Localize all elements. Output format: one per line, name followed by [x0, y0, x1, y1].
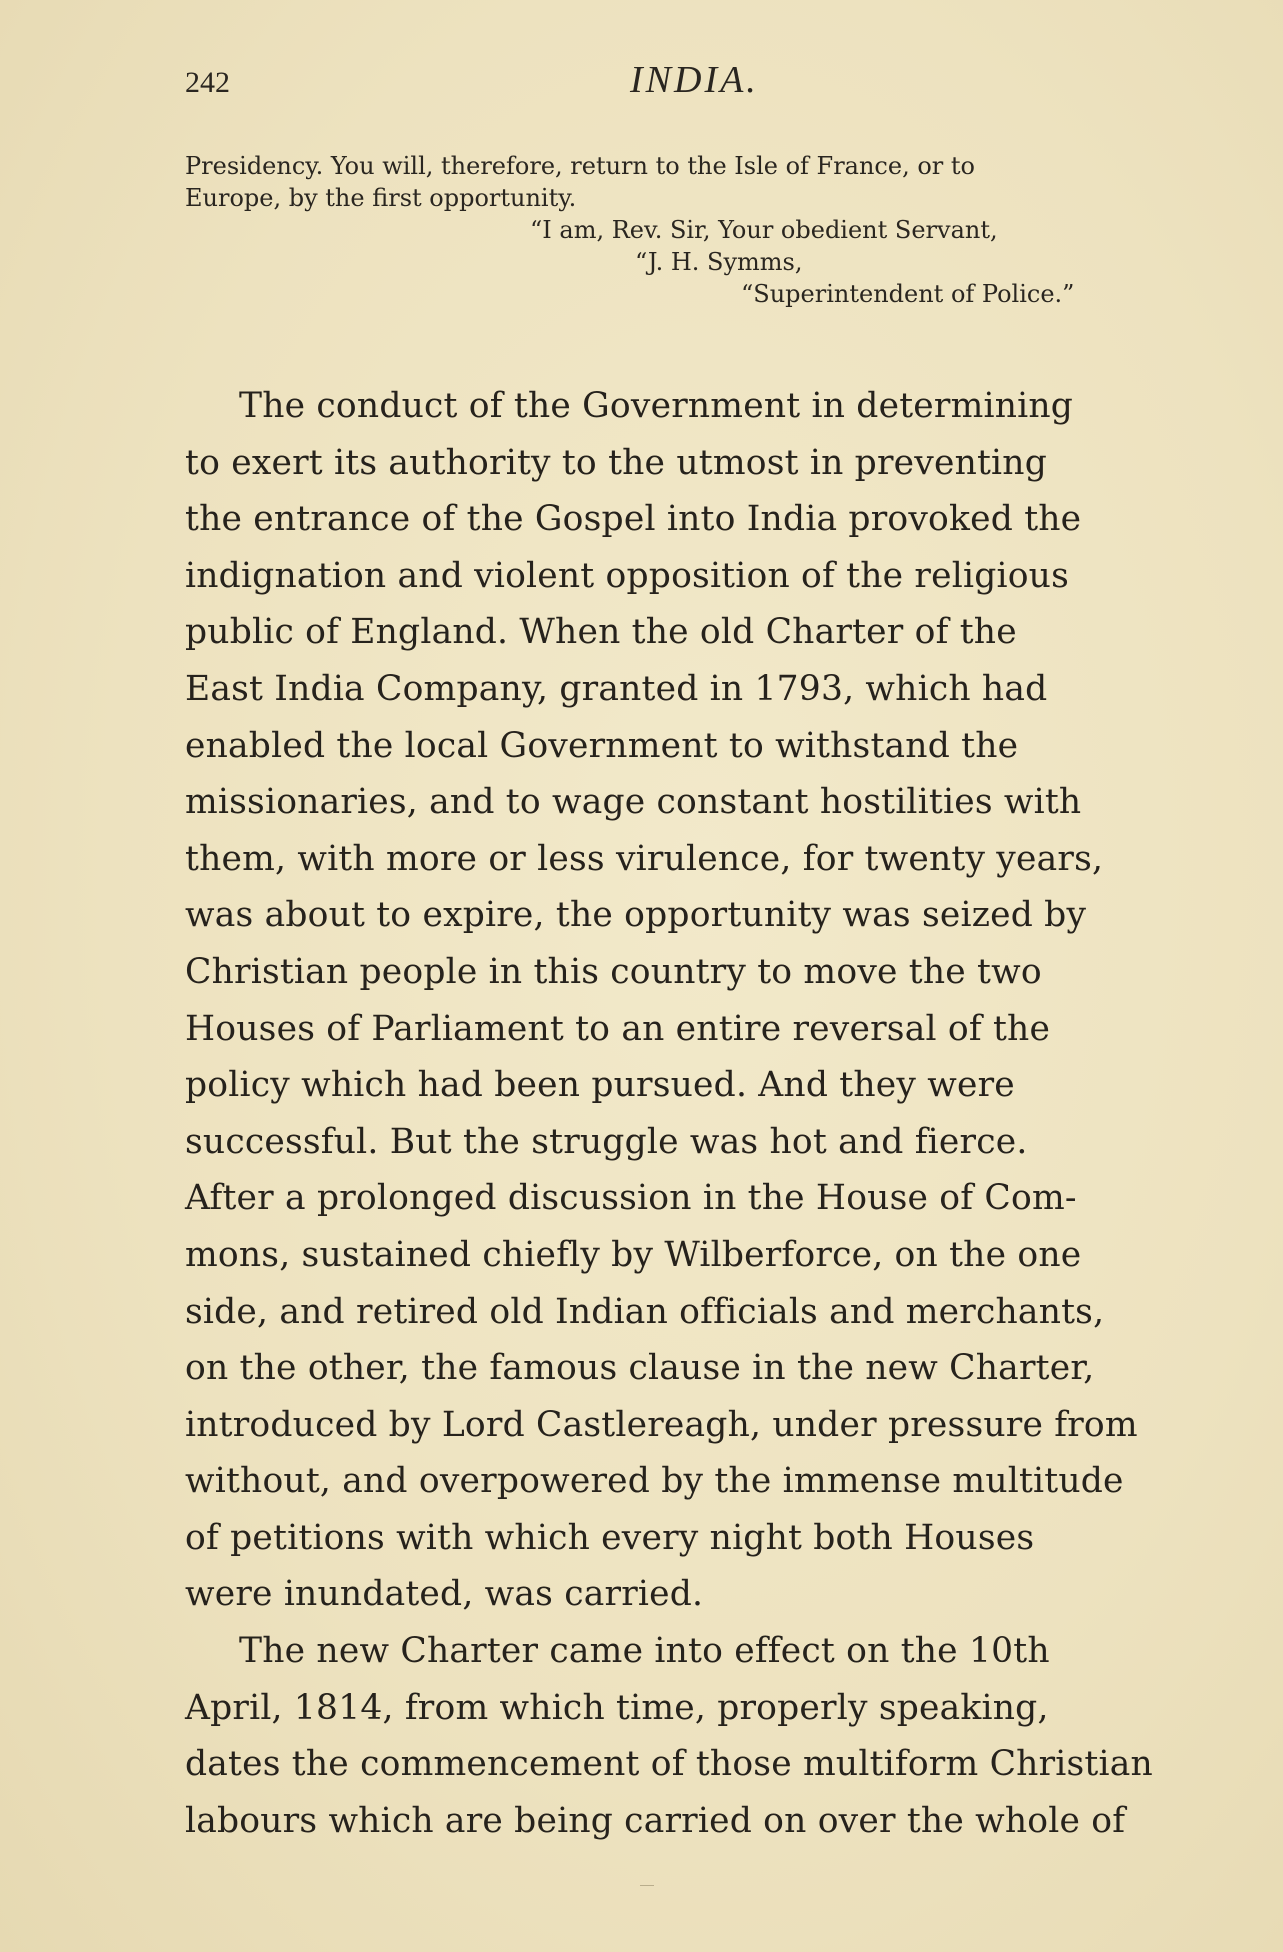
paragraph-2-line: April, 1814, from which time, properly speaking,: [185, 1687, 1049, 1728]
running-head: INDIA.: [630, 59, 759, 101]
paragraph-1-line: was about to expire, the opportunity was seized by: [185, 895, 1087, 936]
paragraph-1-line: The conduct of the Government in determining: [239, 386, 1074, 426]
paragraph-1-line: of petitions with which every night both Houses: [185, 1517, 1035, 1558]
paragraph-1-line: missionaries, and to wage constant hostilities with: [185, 782, 1082, 823]
paragraph-1-line: policy which had been pursued. And they were: [185, 1065, 1015, 1106]
page-header: [185, 58, 1075, 108]
paragraph-1-line: East India Company, granted in 1793, which had: [185, 668, 1048, 709]
letter-line: Presidency. You will, therefore, return to the Isle of France, or to: [185, 152, 975, 180]
letter-salutation: “I am, Rev. Sir, Your obedient Servant,: [530, 216, 998, 244]
paragraph-1-line: the entrance of the Gospel into India provoked the: [185, 499, 1082, 540]
paragraph-1-line: indignation and violent opposition of the religious: [185, 555, 1070, 596]
paragraph-1-line: were inundated, was carried.: [185, 1574, 704, 1615]
paragraph-1-line: enabled the local Government to withstand the: [185, 725, 1019, 766]
paragraph-1-line: After a prolonged discussion in the House of Com-: [185, 1178, 1077, 1219]
paragraph-1-line: public of England. When the old Charter of the: [185, 612, 1017, 653]
paragraph-1-line: side, and retired old Indian officials and merchants,: [185, 1291, 1105, 1332]
paragraph-2-line: labours which are being carried on over the whole of: [185, 1800, 1126, 1841]
paragraph-1-line: successful. But the struggle was hot and fierce.: [185, 1121, 1028, 1162]
paragraph-2-line: dates the commencement of those multiform Christian: [185, 1744, 1153, 1785]
paragraph-1-line: to exert its authority to the utmost in preventing: [185, 442, 1047, 483]
quoted-letter-closing: [185, 150, 1195, 310]
letter-signature: “J. H. Symms,: [635, 248, 803, 276]
paragraph-1-line: on the other, the famous clause in the new Charter,: [185, 1348, 1095, 1389]
paragraph-1-line: introduced by Lord Castlereagh, under pressure from: [185, 1404, 1138, 1445]
body-text: [185, 378, 1185, 1849]
letter-signature-title: “Superintendent of Police.”: [741, 280, 1075, 308]
paragraph-1-line: Christian people in this country to move the two: [185, 951, 1042, 992]
paragraph-1-line: mons, sustained chiefly by Wilberforce, on the one: [185, 1234, 1082, 1275]
page-number: 242: [185, 66, 230, 99]
paragraph-1-line: them, with more or less virulence, for twenty years,: [185, 838, 1104, 879]
letter-line: Europe, by the first opportunity.: [185, 184, 577, 212]
paragraph-1-line: without, and overpowered by the immense multitude: [185, 1461, 1124, 1502]
page-foot-mark: [640, 1885, 654, 1886]
paragraph-1-line: Houses of Parliament to an entire reversal of the: [185, 1008, 1051, 1049]
paragraph-2-line: The new Charter came into effect on the 10th: [239, 1631, 1050, 1672]
